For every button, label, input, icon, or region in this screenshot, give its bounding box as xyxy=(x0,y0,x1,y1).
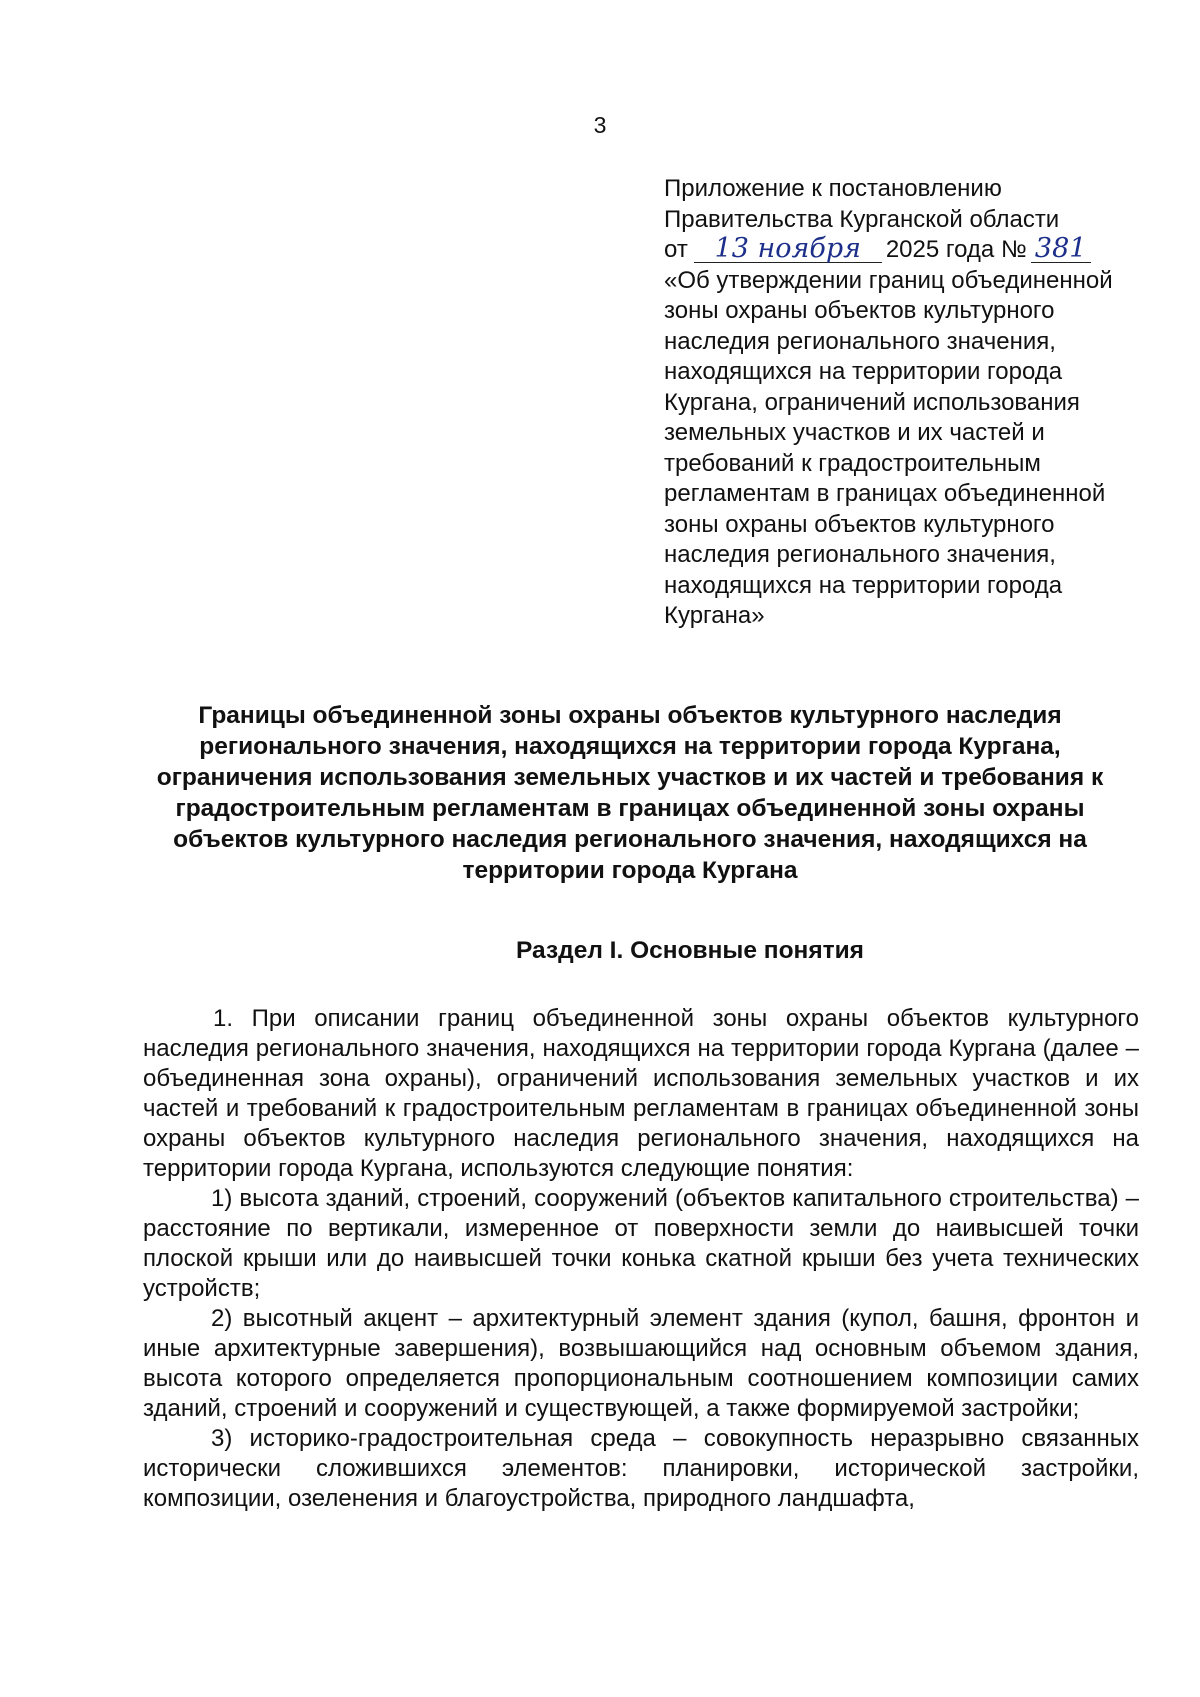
appendix-line: Приложение к постановлению xyxy=(664,175,1002,202)
appendix-line: «Об утверждении границ объединенной xyxy=(664,266,1113,294)
appendix-date-line xyxy=(664,235,1164,266)
handwritten-date: 13 ноября xyxy=(694,236,882,263)
section-heading: Раздел I. Основные понятия xyxy=(516,937,864,964)
appendix-line: находящихся на территории города xyxy=(664,571,1063,599)
appendix-line: Правительства Курганской области xyxy=(664,205,1060,233)
appendix-line: регламентам в границах объединенной xyxy=(664,480,1106,507)
appendix-line: наследия регионального значения, xyxy=(664,541,1056,568)
appendix-line: Кургана, ограничений использования xyxy=(664,388,1080,416)
appendix-line: Кургана» xyxy=(664,602,765,629)
appendix-line: земельных участков и их частей и xyxy=(664,419,1045,446)
paragraph-1: 1. При описании границ объединенной зоны охраны объектов культурного наследия регионального значения, находящихся на территории города Кургана (далее – объединенная зона охраны), ограничений использования земельных участков и их частей и требований к градостроительным регламентам в границах объединенной зоны охраны объектов культурного наследия регионального значения, находящихся на территории города Кургана, используются следующие понятия: xyxy=(143,1005,1139,1182)
handwritten-number: 381 xyxy=(1031,236,1091,263)
body-text xyxy=(143,1004,1139,1514)
appendix-line: находящихся на территории города xyxy=(664,358,1063,385)
appendix-block xyxy=(664,174,1164,632)
definition-item-2: 2) высотный акцент – архитектурный элемент здания (купол, башня, фронтон и иные архитектурные завершения), возвышающийся над основным объемом здания, высота которого определяется пропорциональным соотношением композиции самих зданий, строений и сооружений и существующей, а также формируемой застройки; xyxy=(143,1305,1139,1422)
document-title: Границы объединенной зоны охраны объектов культурного наследия регионального значения, находящихся на территории города Кургана, ограничения использования земельных участков и их частей и требования к градостроительным регламентам в границах объединенной зоны охраны объектов культурного наследия регионального значения, находящихся на территории города Кургана xyxy=(156,702,1104,884)
page-number: 3 xyxy=(593,112,607,138)
definition-item-3: 3) историко-градостроительная среда – совокупность неразрывно связанных исторически сложившихся элементов: планировки, исторической застройки, композиции, озеленения и благоустройства, природного ландшафта, xyxy=(143,1425,1139,1512)
date-year: 2025 года № xyxy=(885,236,1027,263)
appendix-line: зоны охраны объектов культурного xyxy=(664,510,1055,538)
appendix-line: зоны охраны объектов культурного xyxy=(664,297,1055,324)
appendix-line: наследия регионального значения, xyxy=(664,327,1056,355)
definition-item-1: 1) высота зданий, строений, сооружений (объектов капитального строительства) – расстояние по вертикали, измеренное от поверхности земли до наивысшей точки плоской крыши или до наивысшей точки конька скатной крыши без учета технических устройств; xyxy=(143,1185,1139,1302)
appendix-line: требований к градостроительным xyxy=(664,449,1041,477)
date-prefix: от xyxy=(664,236,688,263)
